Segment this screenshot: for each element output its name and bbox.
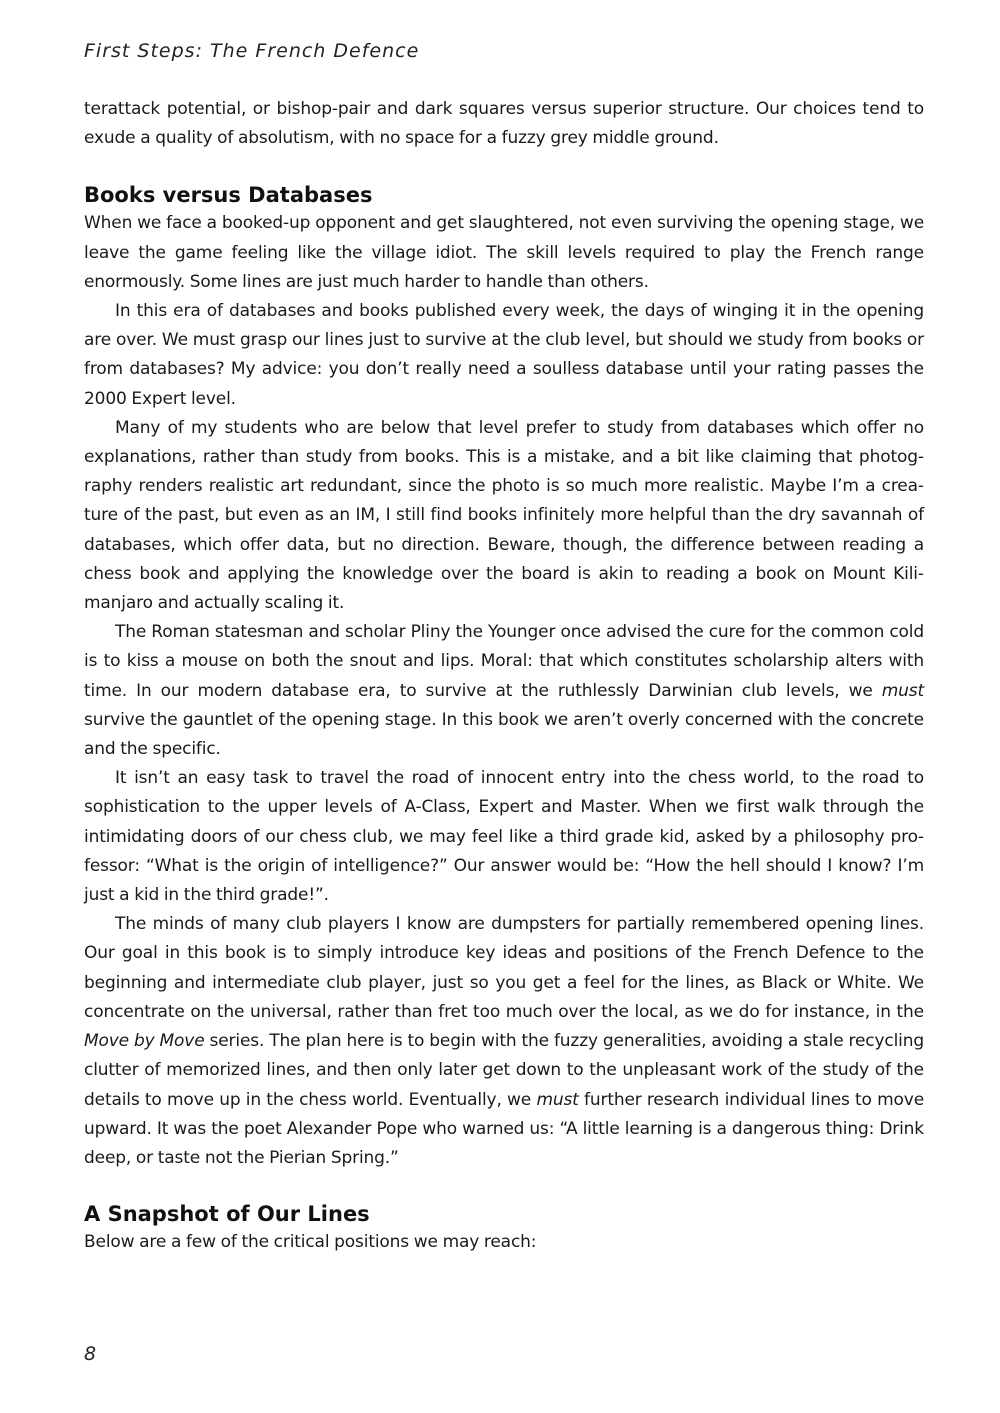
paragraph-era-of-databases: In this era of databases and books published every week, the days of winging it in the opening are over. We must grasp our lines just to survive at the club level, but should we study from books or from databases? My advice: you don’t really need a soulless database until your rating passes the 2000 Expert level. bbox=[84, 301, 924, 409]
paragraph-students-prefer-databases: Many of my students who are below that level prefer to study from databases which offer no explanations, rather than study from books. This is a mistake, and a bit like claiming that photography renders realistic art redundant, since the photo is so much more realistic. Maybe I’m a creature of the past, but even as an IM, I still find books infinitely more helpful than the dry savannah of databases, which offer data, but no direction. Beware, though, the difference between reading a chess book and applying the knowledge over the board is akin to reading a book on Mount Kilimanjaro and actually scaling it. bbox=[84, 417, 924, 614]
page-number: 8 bbox=[84, 1343, 97, 1365]
pliny-text-end: survive the gauntlet of the opening stage. In this book we aren’t overly concerned with the concrete and the specific. bbox=[84, 709, 924, 760]
series-title: Move by Move bbox=[84, 1031, 205, 1052]
running-head: First Steps: The French Defence bbox=[84, 40, 420, 62]
intro-paragraph: terattack potential, or bishop-pair and dark squares versus superior structure. Our choices tend to exude a quality of absolutism, with no space for a fuzzy grey middle ground. bbox=[84, 99, 924, 149]
minds-text-part2: series. The plan here is to begin with the fuzzy generalities, avoiding a stale recycling clutter of memorized lines, and then only later get down to the unpleasant work of the study of the details to move up in the chess world. Eventually, we bbox=[84, 1031, 924, 1110]
minds-text-part1: The minds of many club players I know are dumpsters for partially remembered opening lines. Our goal in this book is to simply introduce key ideas and positions of the French Defence to the beginning and intermediate club player, just so you get a feel for the lines, as Black or White. We concentrate on the universal, rather than fret too much over the local, as we do for instance, in the bbox=[84, 914, 924, 1022]
emphasis-must: must bbox=[881, 680, 924, 701]
paragraph-critical-positions: Below are a few of the critical positions we may reach: bbox=[84, 1232, 537, 1253]
section-heading-books-vs-databases: Books versus Databases bbox=[84, 183, 373, 208]
paragraph-pliny-the-younger bbox=[84, 618, 924, 764]
pliny-text-start: The Roman statesman and scholar Pliny the Younger once advised the cure for the common cold is to kiss a mouse on both the snout and lips. Moral: that which constitutes scholarship alters with time. In our modern database era, to survive at the ruthlessly Darwinian club levels, we bbox=[84, 622, 924, 701]
paragraph-minds-of-club-players bbox=[84, 910, 924, 1173]
paragraph-booked-up-opponent: When we face a booked-up opponent and get slaughtered, not even surviving the opening stage, we leave the game feeling like the village idiot. The skill levels required to play the French range enormously. Some lines are just much harder to handle than others. bbox=[84, 213, 924, 292]
emphasis-must: must bbox=[536, 1089, 579, 1110]
paragraph-road-of-innocent-entry: It isn’t an easy task to travel the road of innocent entry into the chess world, to the road to sophistication to the upper levels of A-Class, Expert and Master. When we first walk through the intimidating doors of our chess club, we may feel like a third grade kid, asked by a philosophy professor: “What is the origin of intelligence?” Our answer would be: “How the hell should I know? I’m just a kid in the third grade!”. bbox=[84, 768, 924, 906]
page-body bbox=[84, 95, 924, 1257]
section-heading-snapshot-of-lines: A Snapshot of Our Lines bbox=[84, 1202, 370, 1227]
minds-text-part3: further research individual lines to move upward. It was the poet Alexander Pope who warned us: “A little learning is a dangerous thing: Drink deep, or taste not the Pierian Spring.” bbox=[84, 1089, 924, 1168]
